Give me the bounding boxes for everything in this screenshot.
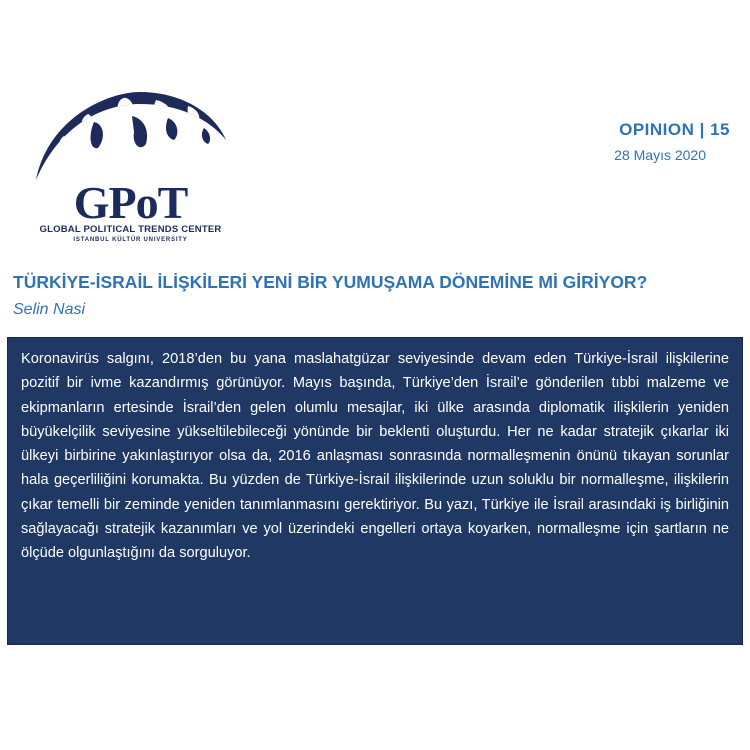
article-author: Selin Nasi	[13, 301, 86, 318]
publication-date: 28 Mayıs 2020	[614, 147, 706, 163]
article-title: TÜRKİYE-İSRAİL İLİŞKİLERİ YENİ BİR YUMUŞAMA DÖNEMİNE Mİ GİRİYOR?	[13, 272, 648, 292]
abstract-text: Koronavirüs salgını, 2018’den bu yana maslahatgüzar seviyesinde devam eden Türkiye-İsrail ilişkilerine pozitif bir ivme kazandırmış görünüyor. Mayıs başında, Türkiye’den İsrail’e gönderilen tıbbi malzeme ve ekipmanların ertesinde İsrail’den gelen olumlu mesajlar, iki ülke arasında diplomatik ilişkilerin yeniden büyükelçilik seviyesine yükseltilebileceği yönünde bir beklenti oluşturdu. Her ne kadar stratejik çıkarlar iki ülkeyi birbirine yakınlaştırıyor olsa da, 2016 anlaşması sonrasında normalleşmenin önünü tıkayan sorunlar hala geçerliliğini korumakta. Bu yüzden de Türkiye-İsrail ilişkilerinde uzun soluklu bir normalleşme, ilişkilerin çıkar temelli bir zeminde yeniden tanımlanmasını gerektiriyor. Bu yazı, Türkiye ile İsrail arasındaki iş birliğinin sağlayacağı stratejik kazanımları ve yol üzerindeki engelleri ortaya koyarken, normalleşme için şartların ne ölçüde olgunlaştığını da sorguluyor.	[21, 351, 729, 562]
globe-icon	[28, 88, 233, 188]
series-label: OPINION | 15	[619, 120, 730, 139]
logo-university: ISTANBUL KÜLTÜR UNIVERSITY	[73, 237, 188, 243]
logo-wordmark: GPoT	[73, 177, 188, 228]
logo-center-name: GLOBAL POLITICAL TRENDS CENTER	[39, 224, 222, 235]
abstract-box	[7, 337, 743, 645]
